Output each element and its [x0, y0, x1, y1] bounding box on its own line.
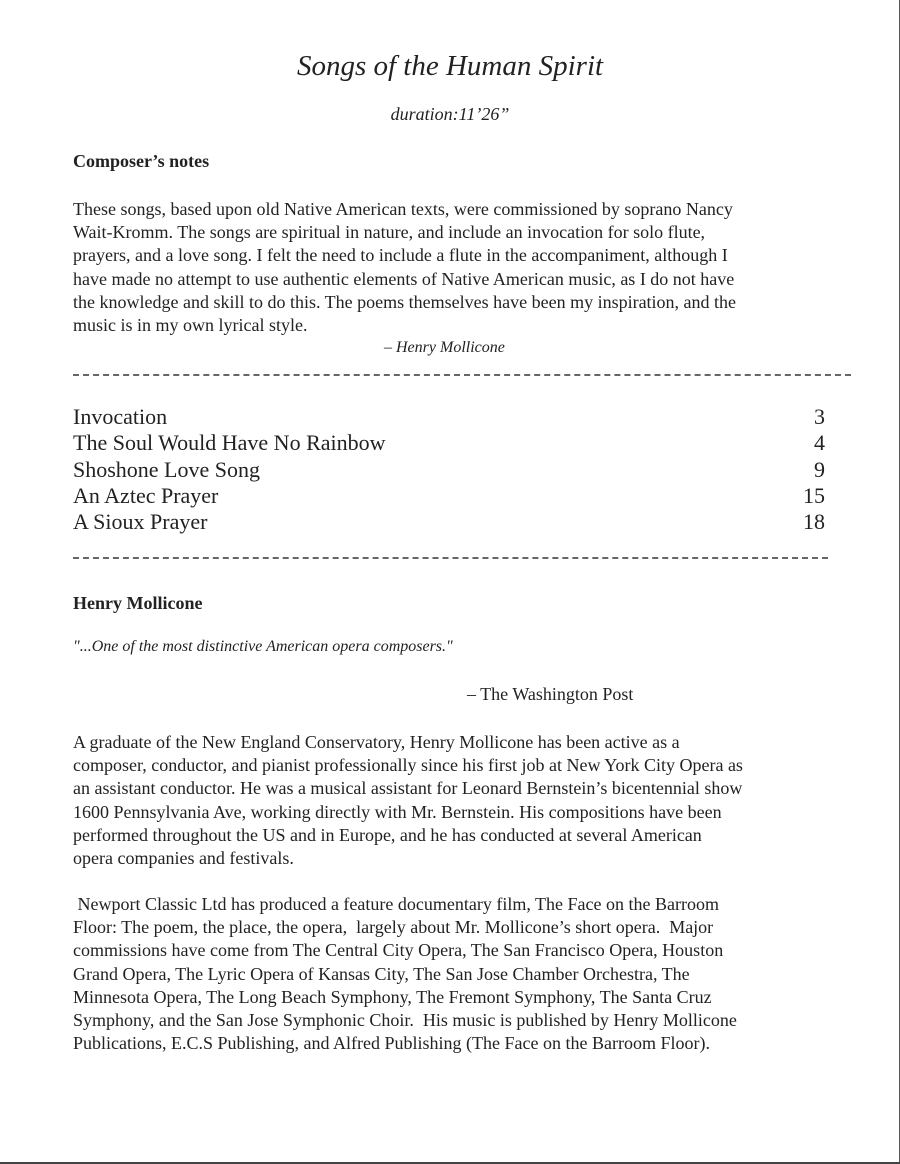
- toc-row: [73, 483, 825, 509]
- bio-quote: "...One of the most distinctive American opera composers.": [73, 638, 453, 655]
- text-line: performed throughout the US and in Europe, and he has conducted at several American: [73, 824, 702, 845]
- toc-row: [73, 404, 825, 430]
- text-line: the knowledge and skill to do this. The poems themselves have been my inspiration, and the: [73, 291, 737, 312]
- text-line: an assistant conductor. He was a musical assistant for Leonard Bernstein’s bicentennial show: [73, 778, 743, 799]
- toc-page: 15: [803, 482, 825, 508]
- toc-row: [73, 509, 825, 535]
- toc-row: [73, 457, 825, 483]
- text-line: have made no attempt to use authentic elements of Native American music, as I do not have: [73, 268, 735, 289]
- page-title: Songs of the Human Spirit: [296, 50, 604, 82]
- table-of-contents: [73, 404, 825, 535]
- composers-notes-paragraph: [73, 198, 833, 337]
- text-line: music is in my own lyrical style.: [73, 315, 308, 336]
- text-line: commissions have come from The Central City Opera, The San Francisco Opera, Houston: [73, 940, 724, 961]
- text-line: Publications, E.C.S Publishing, and Alfred Publishing (The Face on the Barroom Floor).: [73, 1033, 710, 1054]
- bio-quote-source: – The Washington Post: [467, 684, 634, 704]
- text-line: composer, conductor, and pianist professionally since his first job at New York City Opera as: [73, 755, 743, 776]
- toc-row: [73, 430, 825, 456]
- text-line: Minnesota Opera, The Long Beach Symphony, The Fremont Symphony, The Santa Cruz: [73, 986, 712, 1007]
- toc-title: Invocation: [73, 404, 168, 429]
- text-line: opera companies and festivals.: [73, 848, 294, 869]
- bio-heading: Henry Mollicone: [73, 593, 203, 613]
- duration-label: duration:11’26”: [390, 104, 510, 124]
- toc-page: 3: [814, 404, 825, 429]
- notes-signature: – Henry Mollicone: [384, 339, 505, 356]
- toc-title: A Sioux Prayer: [73, 509, 208, 535]
- text-line: These songs, based upon old Native American texts, were commissioned by soprano Nancy: [73, 199, 733, 219]
- text-line: 1600 Pennsylvania Ave, working directly with Mr. Bernstein. His compositions have been: [73, 801, 722, 822]
- bio-paragraph-2: [73, 893, 813, 1055]
- toc-title: An Aztec Prayer: [73, 482, 219, 508]
- divider-bottom: [73, 557, 828, 559]
- toc-title: The Soul Would Have No Rainbow: [73, 430, 386, 456]
- toc-page: 9: [814, 456, 825, 482]
- text-line: Newport Classic Ltd has produced a feature documentary film, The Face on the Barroom: [73, 894, 719, 914]
- divider-top: [73, 374, 851, 376]
- toc-page: 4: [814, 430, 825, 456]
- text-line: Grand Opera, The Lyric Opera of Kansas City, The San Jose Chamber Orchestra, The: [73, 963, 690, 984]
- text-line: A graduate of the New England Conservatory, Henry Mollicone has been active as a: [73, 732, 680, 752]
- toc-title: Shoshone Love Song: [73, 456, 260, 482]
- bio-paragraph-1: [73, 731, 813, 870]
- text-line: Floor: The poem, the place, the opera, largely about Mr. Mollicone’s short opera. Major: [73, 917, 714, 938]
- toc-page: 18: [803, 509, 825, 535]
- text-line: Symphony, and the San Jose Symphonic Choir. His music is published by Henry Mollicone: [73, 1010, 737, 1031]
- composers-notes-heading: Composer’s notes: [73, 151, 210, 171]
- text-line: Wait-Kromm. The songs are spiritual in nature, and include an invocation for solo flute,: [73, 222, 706, 243]
- text-line: prayers, and a love song. I felt the need to include a flute in the accompaniment, although I: [73, 245, 728, 266]
